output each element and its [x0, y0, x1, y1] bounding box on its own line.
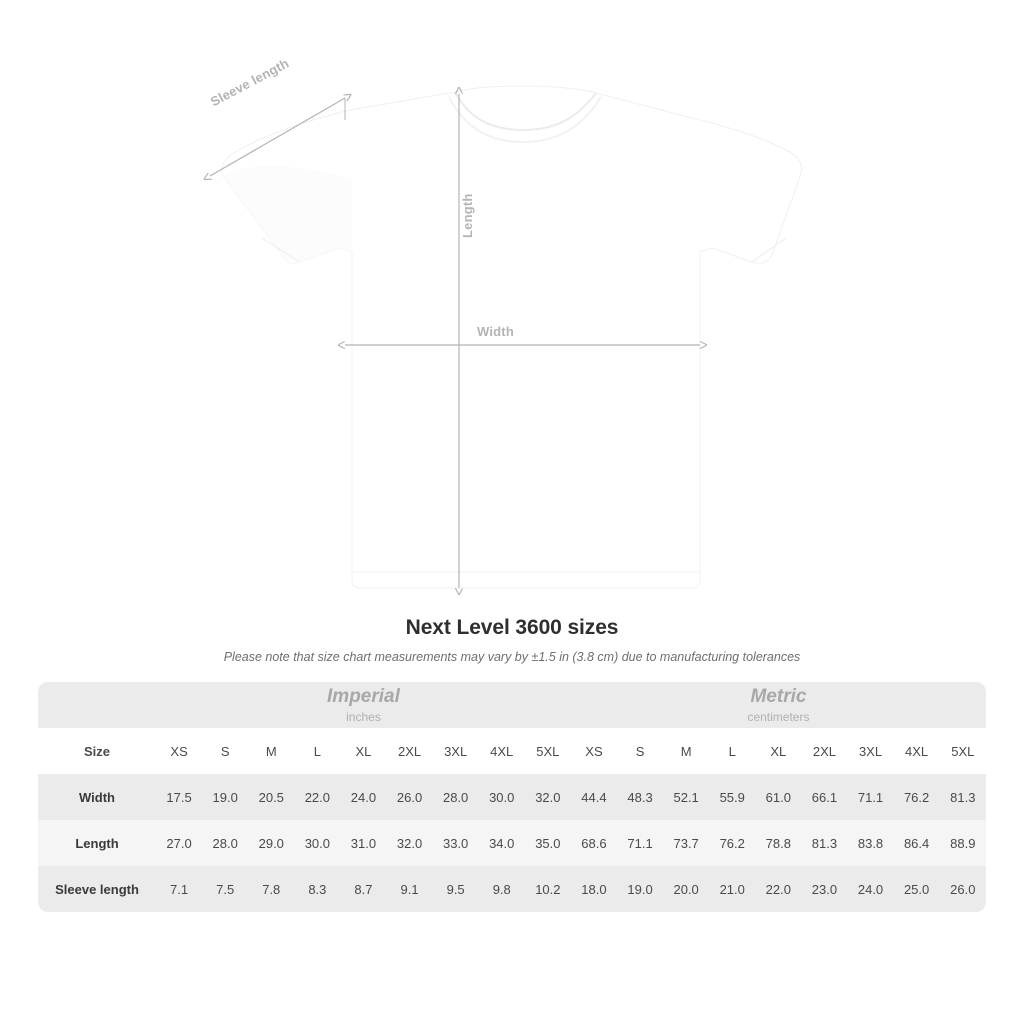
cell: 76.2 — [894, 774, 940, 820]
cell: 32.0 — [525, 774, 571, 820]
cell: 66.1 — [801, 774, 847, 820]
cell: 35.0 — [525, 820, 571, 866]
cell: 7.1 — [156, 866, 202, 912]
unit-metric — [571, 682, 986, 728]
cell: 24.0 — [340, 774, 386, 820]
size-header-cell: 5XL — [940, 728, 986, 774]
width-label: Width — [477, 324, 514, 339]
unit-row-spacer — [38, 682, 156, 728]
cell: 26.0 — [940, 866, 986, 912]
unit-metric-name: Metric — [750, 685, 807, 707]
cell: 28.0 — [433, 774, 479, 820]
size-chart-table — [38, 682, 986, 912]
cell: 73.7 — [663, 820, 709, 866]
cell: 61.0 — [755, 774, 801, 820]
cell: 19.0 — [617, 866, 663, 912]
cell: 8.7 — [340, 866, 386, 912]
unit-imperial-name: Imperial — [327, 685, 400, 707]
size-header-cell: 3XL — [847, 728, 893, 774]
size-header-row — [38, 728, 986, 774]
cell: 78.8 — [755, 820, 801, 866]
cell: 34.0 — [479, 820, 525, 866]
cell: 7.5 — [202, 866, 248, 912]
cell: 30.0 — [294, 820, 340, 866]
cell: 7.8 — [248, 866, 294, 912]
cell: 52.1 — [663, 774, 709, 820]
size-header-cell: 3XL — [433, 728, 479, 774]
cell: 55.9 — [709, 774, 755, 820]
cell: 28.0 — [202, 820, 248, 866]
size-header-cell: L — [294, 728, 340, 774]
cell: 27.0 — [156, 820, 202, 866]
sleeve-length-label: Sleeve length — [208, 55, 292, 110]
tolerance-note: Please note that size chart measurements may vary by ±1.5 in (3.8 cm) due to manufacturing tolerances — [223, 650, 801, 664]
cell: 24.0 — [847, 866, 893, 912]
cell: 17.5 — [156, 774, 202, 820]
cell: 22.0 — [294, 774, 340, 820]
size-header-cell: S — [202, 728, 248, 774]
cell: 31.0 — [340, 820, 386, 866]
size-header-cell: 4XL — [479, 728, 525, 774]
cell: 26.0 — [387, 774, 433, 820]
cell: 32.0 — [387, 820, 433, 866]
cell: 21.0 — [709, 866, 755, 912]
length-label: Length — [460, 193, 475, 238]
cell: 8.3 — [294, 866, 340, 912]
cell: 33.0 — [433, 820, 479, 866]
cell: 23.0 — [801, 866, 847, 912]
row-label-sleeve-length: Sleeve length — [38, 866, 156, 912]
table-row — [38, 866, 986, 912]
cell: 19.0 — [202, 774, 248, 820]
cell: 25.0 — [894, 866, 940, 912]
cell: 9.5 — [433, 866, 479, 912]
cell: 44.4 — [571, 774, 617, 820]
cell: 81.3 — [940, 774, 986, 820]
cell: 20.5 — [248, 774, 294, 820]
size-header-label: Size — [38, 728, 156, 774]
row-label-length: Length — [38, 820, 156, 866]
cell: 29.0 — [248, 820, 294, 866]
table-row — [38, 820, 986, 866]
size-header-cell: XS — [156, 728, 202, 774]
size-header-cell: XL — [755, 728, 801, 774]
size-header-cell: 2XL — [801, 728, 847, 774]
size-header-cell: 2XL — [387, 728, 433, 774]
size-header-cell: S — [617, 728, 663, 774]
unit-metric-sub: centimeters — [747, 710, 810, 725]
cell: 22.0 — [755, 866, 801, 912]
size-header-cell: 4XL — [894, 728, 940, 774]
cell: 81.3 — [801, 820, 847, 866]
cell: 9.1 — [387, 866, 433, 912]
cell: 68.6 — [571, 820, 617, 866]
size-header-cell: 5XL — [525, 728, 571, 774]
size-chart-table-wrap — [38, 682, 986, 912]
title-block — [0, 616, 1024, 664]
size-header-cell: XS — [571, 728, 617, 774]
cell: 76.2 — [709, 820, 755, 866]
page-title: Next Level 3600 sizes — [405, 616, 619, 639]
cell: 9.8 — [479, 866, 525, 912]
cell: 48.3 — [617, 774, 663, 820]
unit-imperial-sub: inches — [346, 710, 381, 725]
unit-imperial — [156, 682, 571, 728]
cell: 10.2 — [525, 866, 571, 912]
size-header-cell: M — [663, 728, 709, 774]
size-header-cell: XL — [340, 728, 386, 774]
row-label-width: Width — [38, 774, 156, 820]
cell: 20.0 — [663, 866, 709, 912]
cell: 71.1 — [847, 774, 893, 820]
size-header-cell: M — [248, 728, 294, 774]
cell: 71.1 — [617, 820, 663, 866]
table-row — [38, 774, 986, 820]
cell: 83.8 — [847, 820, 893, 866]
unit-header-row — [38, 682, 986, 728]
cell: 86.4 — [894, 820, 940, 866]
cell: 88.9 — [940, 820, 986, 866]
size-header-cell: L — [709, 728, 755, 774]
cell: 30.0 — [479, 774, 525, 820]
cell: 18.0 — [571, 866, 617, 912]
